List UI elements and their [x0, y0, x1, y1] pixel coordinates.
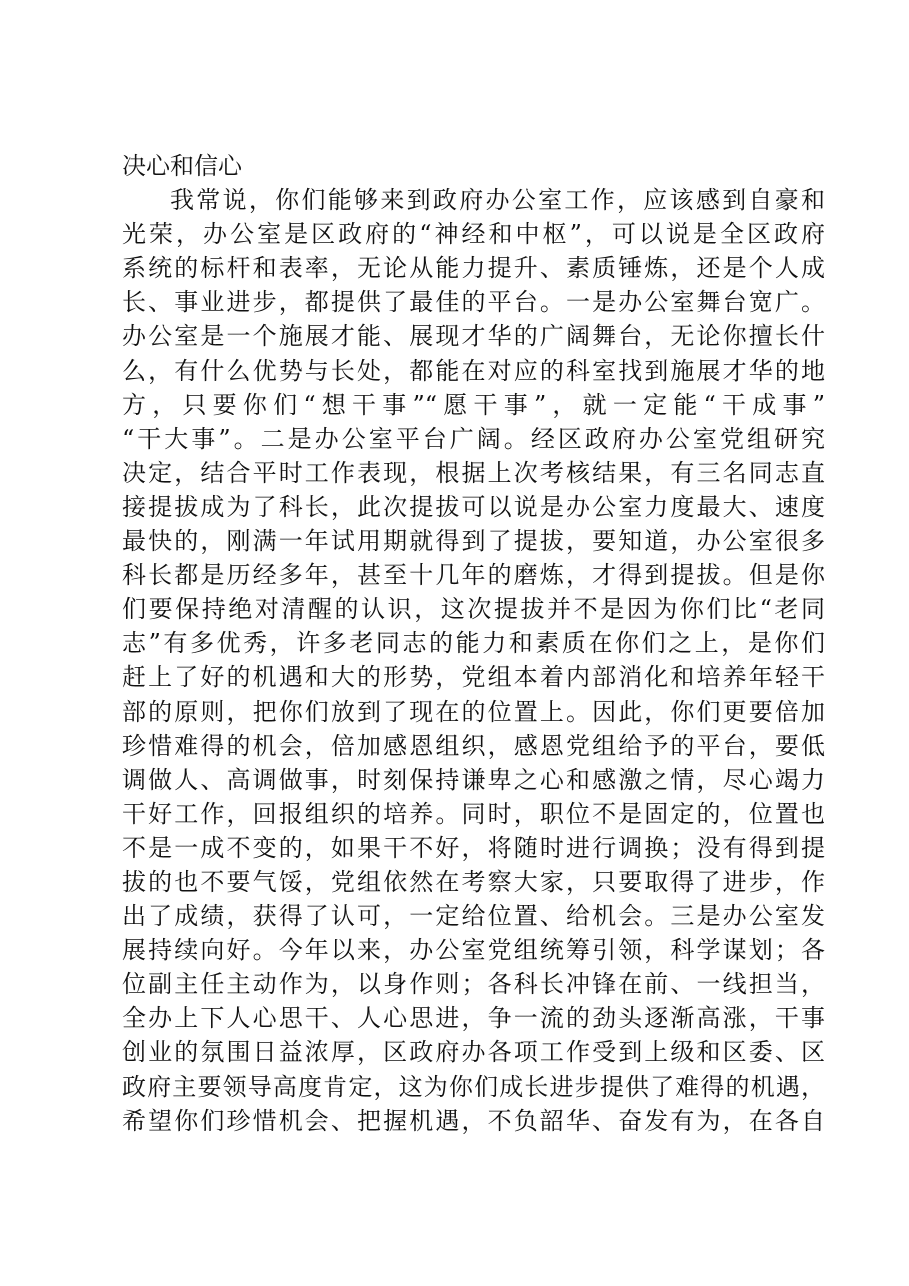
text-line: 希望你们珍惜机会、把握机遇，不负韶华、奋发有为，在各自	[122, 1106, 825, 1135]
text-line: 干好工作，回报组织的培养。同时，职位不是固定的，位置也	[122, 799, 825, 828]
text-line: 系统的标杆和表率，无论从能力提升、素质锤炼，还是个人成	[122, 254, 825, 283]
text-line: 全办上下人心思干、人心思进，争一流的劲头逐渐高涨，干事	[122, 1004, 825, 1033]
text-line: 不是一成不变的，如果干不好，将随时进行调换；没有得到提	[122, 833, 825, 862]
text-line: 调做人、高调做事，时刻保持谦卑之心和感激之情，尽心竭力	[122, 765, 825, 794]
text-line: 科长都是历经多年，甚至十几年的磨炼，才得到提拔。但是你	[122, 561, 825, 590]
text-line: 么，有什么优势与长处，都能在对应的科室找到施展才华的地	[122, 356, 825, 385]
text-line: 部的原则，把你们放到了现在的位置上。因此，你们更要倍加	[122, 697, 825, 726]
text-line: “干大事”。二是办公室平台广阔。经区政府办公室党组研究	[122, 424, 825, 453]
text-line: 方，只要你们“想干事”“愿干事”，就一定能“干成事”	[122, 390, 825, 419]
text-line: 接提拔成为了科长，此次提拔可以说是办公室力度最大、速度	[122, 492, 825, 521]
text-line: 决定，结合平时工作表现，根据上次考核结果，有三名同志直	[122, 458, 825, 487]
text-line: 办公室是一个施展才能、展现才华的广阔舞台，无论你擅长什	[122, 322, 825, 351]
text-line: 拔的也不要气馁，党组依然在考察大家，只要取得了进步，作	[122, 867, 825, 896]
text-line: 长、事业进步，都提供了最佳的平台。一是办公室舞台宽广。	[122, 288, 825, 317]
text-line: 赶上了好的机遇和大的形势，党组本着内部消化和培养年轻干	[122, 663, 825, 692]
text-line: 我常说，你们能够来到政府办公室工作，应该感到自豪和	[170, 186, 825, 215]
text-line: 最快的，刚满一年试用期就得到了提拔，要知道，办公室很多	[122, 527, 825, 556]
text-line: 创业的氛围日益浓厚，区政府办各项工作受到上级和区委、区	[122, 1038, 825, 1067]
text-line: 珍惜难得的机会，倍加感恩组织，感恩党组给予的平台，要低	[122, 731, 825, 760]
text-line: 志”有多优秀，许多老同志的能力和素质在你们之上，是你们	[122, 629, 825, 658]
text-line: 位副主任主动作为，以身作则；各科长冲锋在前、一线担当，	[122, 970, 825, 999]
text-line: 们要保持绝对清醒的认识，这次提拔并不是因为你们比“老同	[122, 595, 825, 624]
text-line: 政府主要领导高度肯定，这为你们成长进步提供了难得的机遇，	[122, 1072, 825, 1101]
text-line: 光荣，办公室是区政府的“神经和中枢”，可以说是全区政府	[122, 220, 825, 249]
text-line: 展持续向好。今年以来，办公室党组统筹引领，科学谋划；各	[122, 936, 825, 965]
text-line: 决心和信心	[122, 152, 242, 180]
text-line: 出了成绩，获得了认可，一定给位置、给机会。三是办公室发	[122, 902, 825, 931]
document-body	[122, 149, 825, 1138]
